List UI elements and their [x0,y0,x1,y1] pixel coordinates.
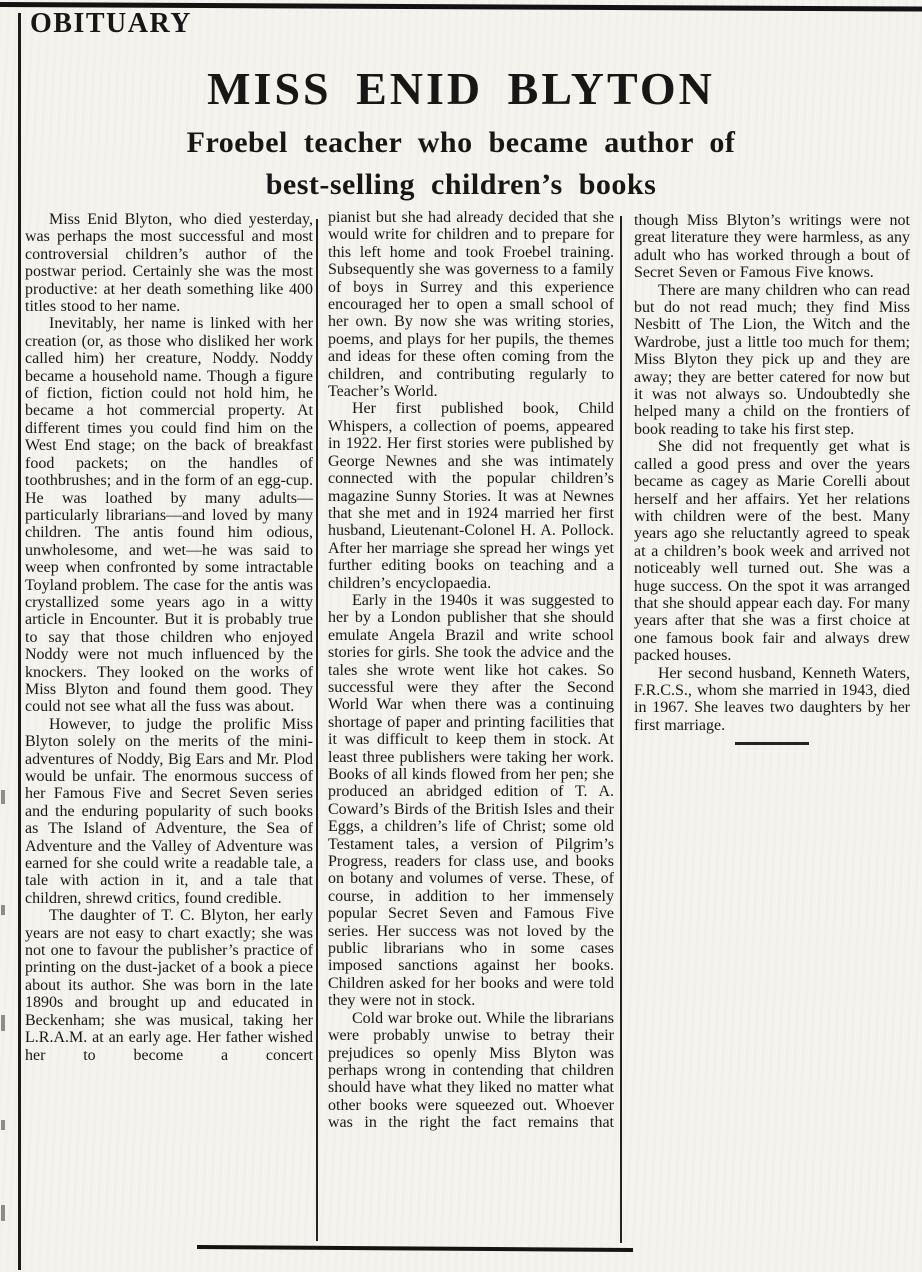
article-end-rule [735,742,809,745]
column-separator-2 [620,216,622,1243]
scan-artifact [1,1120,5,1130]
column-separator-1 [316,219,318,1241]
article-column-2 [328,209,614,1132]
paragraph: though Miss Blyton’s writings were not great literature they were harmless, as any adult who has worked through a bout of Secret Seven or Famous Five knows. [634,212,910,282]
paragraph: However, to judge the prolific Miss Blyton solely on the merits of the mini-adventures of Noddy, Big Ears and Mr. Plod would be unfair. The enormous success of her Famous Five and Secret Seven series and the enduring popularity of such books as The Island of Adventure, the Sea of Adventure and the Valley of Adventure was earned for she could write a readable tale, a tale with action in it, and a tale that children, shrewd critics, found credible. [25,715,313,907]
paragraph: The daughter of T. C. Blyton, her early years are not easy to chart exactly; she was not one to favour the publisher’s practice of printing on the dust-jacket of a book a piece about its author. She was born in the late 1890s and brought up and educated in Beckenham; she was musical, taking her L.R.A.M. at an early age. Her father wished her to become a concert [25,907,313,1064]
paragraph: Miss Enid Blyton, who died yesterday, was perhaps the most successful and most controversial children’s author of the postwar period. Certainly she was the most productive: at her death something like 400 titles stood to her name. [25,211,313,316]
paragraph: There are many children who can read but do not read much; they find Miss Nesbitt of The Lion, the Witch and the Wardrobe, just a little too much for them; Miss Blyton they pick up and they are away; they are better catered for now but it was not always so. Undoubtedly she helped many a child on the frontiers of book reading to take his first step. [634,281,910,438]
article-column-3 [634,212,910,745]
subheadline-line-2: best-selling children’s books [265,168,657,201]
paragraph: Early in the 1940s it was suggested to her by a London publisher that she should emulate Angela Brazil and write school stories for girls. She took the advice and the tales she wrote went like hot cakes. So successful were they after the Second World War when there was a continuing shortage of paper and printing facilities that it was difficult to keep them in stock. At least three publishers were taking her work. Books of all kinds flowed from her pen; she produced an abridged edition of T. A. Coward’s Birds of the British Isles and their Eggs, a children’s life of Christ; some old Testament tales, a version of Pilgrim’s Progress, readers for class use, and books on botany and volumes of verse. These, of course, in addition to her immensely popular Secret Seven and Famous Five series. Her success was not loved by the public librarians who in some cases imposed sanctions against her books. Children asked for her books and were told they were not in stock. [328,591,614,1010]
scan-artifact [1,1015,5,1031]
article-column-1 [25,211,313,1064]
paragraph: Cold war broke out. While the librarians were probably unwise to betray their prejudices so openly Miss Blyton was perhaps wrong in contending that children should have what they liked no matter what other books were squeezed out. Whoever was in the right the fact remains that [328,1009,614,1132]
paragraph: Inevitably, her name is linked with her creation (or, as those who disliked her work called him) her creature, Noddy. Noddy became a household name. Though a figure of fiction, fiction could not hold him, he became a hot commercial property. At different times you could find him on the West End stage; on the back of breakfast food packets; on the handles of toothbrushes; and in the form of an egg-cup. He was loathed by many adults—particularly librarians—and loved by many children. The antis found him odious, unwholesome, and wet—he was said to weep when confronted by some intractable Toyland problem. The case for the antis was crystallized some years ago in a witty article in Encounter. But it is probably true to say that those children who enjoyed Noddy were not much influenced by the knockers. They looked on the works of Miss Blyton and found them good. They could not see what all the fuss was about. [25,315,313,716]
section-kicker: OBITUARY [30,8,192,39]
paragraph: pianist but she had already decided that she would write for children and to prepare for this left home and took Froebel training. Subsequently she was governess to a family of boys in Surrey and this experience encouraged her to open a small school of her own. By now she was writing stories, poems, and plays for her pupils, the themes and ideas for these often coming from the children, and contributing regularly to Teacher’s World. [328,209,614,401]
bottom-border-rule [197,1245,633,1252]
scan-artifact [1,905,5,915]
paragraph: She did not frequently get what is called a good press and over the years became as cagey as Marie Corelli about herself and her affairs. Yet her relations with children were of the best. Many years ago she reluctantly agreed to speak at a children’s book week and arrived not noticeably well turned out. She was a huge success. On the spot it was arranged that she should appear each day. For many years after that she was a first choice at one famous book fair and always drew packed houses. [634,438,910,665]
paragraph: Her first published book, Child Whispers, a collection of poems, appeared in 1922. Her first stories were published by George Newnes and she was intimately connected with the popular children’s magazine Sunny Stories. It was at Newnes that she met and in 1924 married her first husband, Lieutenant-Colonel H. A. Pollock. After her marriage she spread her wings yet further editing books on teaching and a children’s encyclopaedia. [328,400,614,592]
paragraph: Her second husband, Kenneth Waters, F.R.C.S., whom she married in 1943, died in 1967. She leaves two daughters by her first marriage. [634,664,910,734]
scan-artifact [1,790,5,804]
scan-artifact [1,1205,5,1221]
subheadline-line-1: Froebel teacher who became author of [186,126,736,159]
obituary-headline: MISS ENID BLYTON [207,63,715,114]
